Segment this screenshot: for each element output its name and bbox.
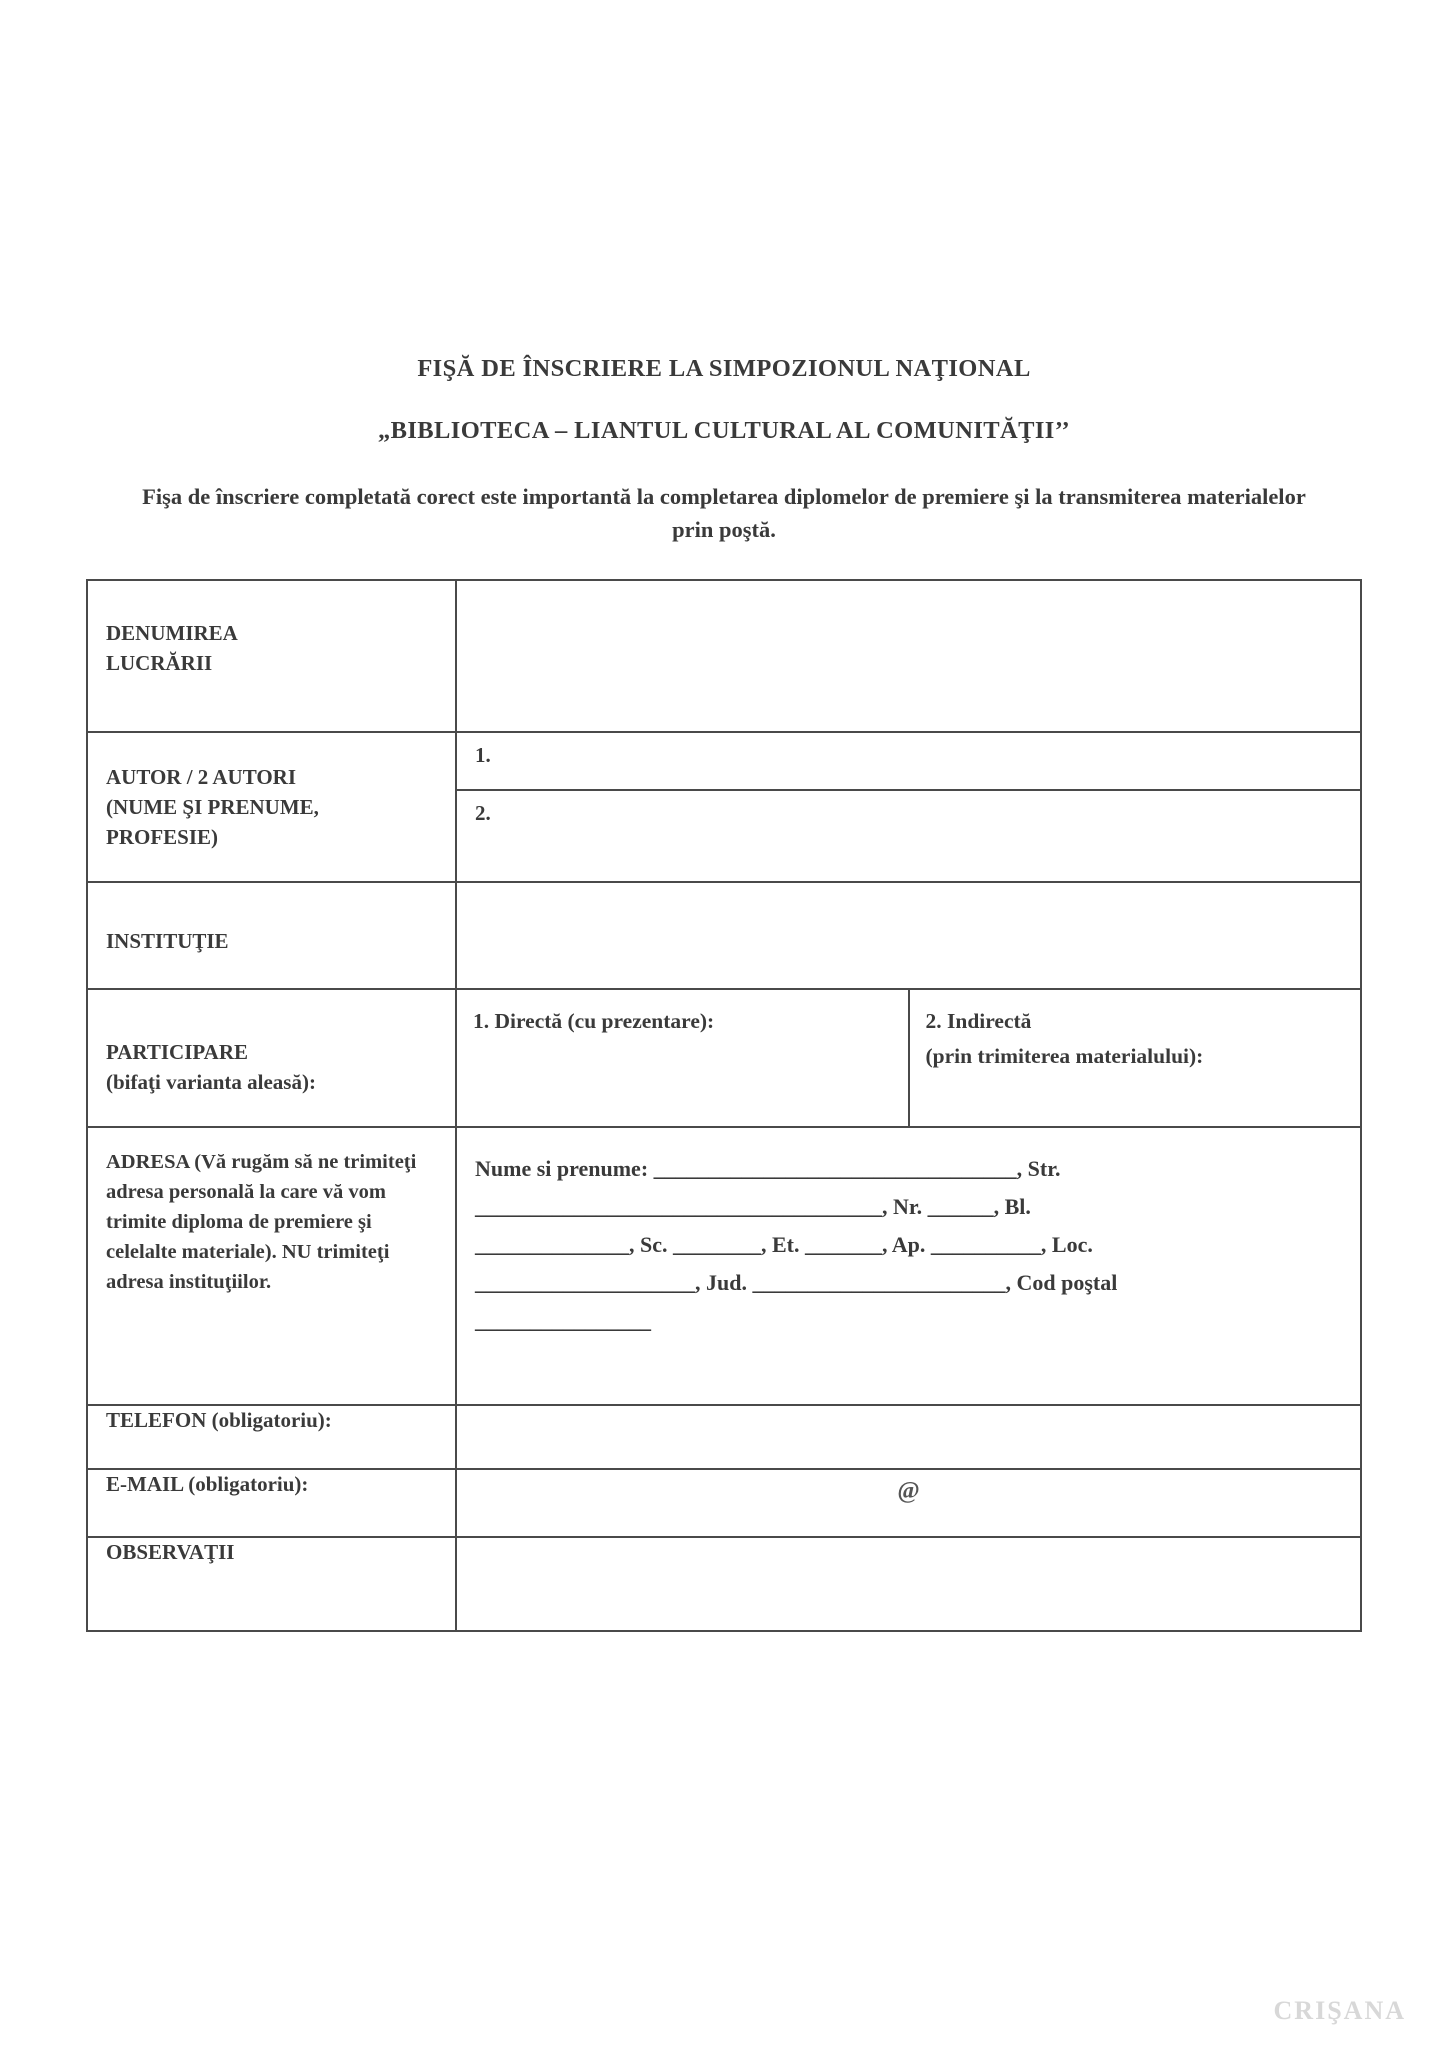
table-row-adresa [87,1127,1361,1405]
autor-1-input-cell[interactable] [456,732,1361,790]
participare-label-line-2: (bifaţi varianta aleasă): [106,1070,316,1095]
table-row-autor-1 [87,732,1361,790]
instructions-text: Fişa de înscriere completată corect este importantă la completarea diplomelor de premiere şi la transmiterea materialelor prin poştă. [142,484,1306,542]
participare-option-2-cell[interactable] [909,989,1362,1127]
institutie-input-cell[interactable] [456,882,1361,989]
table-row-institutie [87,882,1361,989]
autor-label-line-2: (NUME ŞI PRENUME, [106,795,319,820]
institutie-value [457,883,1360,903]
denumire-value [457,581,1360,601]
autor-1-marker: 1. [475,743,491,768]
denumire-input-cell[interactable] [456,580,1361,732]
adresa-input-cell[interactable] [456,1127,1361,1405]
denumire-label-line-2: LUCRĂRII [106,651,213,676]
adresa-line-2: _____________________________________, Nr. ______, Bl. [475,1194,1031,1220]
participare-label-line-1: PARTICIPARE [106,1040,248,1065]
adresa-line-1: Nume si prenume: _________________________________, Str. [475,1156,1061,1182]
adresa-label: ADRESA (Vă rugăm să ne trimiteţi adresa personală la care vă vom trimite diploma de premiere şi celelalte materiale). NU trimiteţi adresa instituţiilor. [106,1151,417,1293]
label-cell-denumire [87,580,456,732]
document-heading [86,355,1362,546]
table-row-observatii [87,1537,1361,1631]
label-cell-autor [87,732,456,882]
table-row-telefon [87,1405,1361,1469]
document-body [86,355,1362,1632]
participare-option-1-cell[interactable] [456,989,909,1127]
autor-label-line-3: PROFESIE) [106,824,219,849]
institutie-label: INSTITUŢIE [106,929,229,954]
adresa-line-5: ________________ [475,1307,651,1333]
autor-label-line-1: AUTOR / 2 AUTORI [106,765,297,790]
telefon-label: TELEFON (obligatoriu): [106,1408,332,1433]
label-cell-observatii [87,1537,456,1631]
label-cell-institutie [87,882,456,989]
table-row-denumire [87,580,1361,732]
email-label: E-MAIL (obligatoriu): [106,1472,309,1497]
telefon-value [457,1406,1360,1426]
participare-option-1-label: 1. Directă (cu prezentare): [473,1009,715,1034]
autor-2-marker: 2. [475,801,491,826]
label-cell-telefon [87,1405,456,1469]
at-symbol-icon: @ [897,1478,920,1505]
email-input-cell[interactable] [456,1469,1361,1537]
observatii-value [457,1538,1360,1558]
adresa-line-4: ____________________, Jud. _______________________, Cod poştal [475,1269,1118,1295]
telefon-input-cell[interactable] [456,1405,1361,1469]
watermark-text: CRIŞANA [1273,1996,1406,2025]
label-cell-adresa [87,1127,456,1405]
table-row-email [87,1469,1361,1537]
adresa-line-3: ______________, Sc. ________, Et. _______, Ap. __________, Loc. [475,1231,1093,1257]
participare-option-2-label-line-2: (prin trimiterea materialului): [925,1043,1204,1068]
label-cell-email [87,1469,456,1537]
label-cell-participare [87,989,456,1127]
denumire-label-line-1: DENUMIREA [106,621,238,646]
page-subtitle-quoted: „BIBLIOTECA – LIANTUL CULTURAL AL COMUNITĂŢII’’ [377,417,1071,444]
table-row-participare [87,989,1361,1127]
autor-2-input-cell[interactable] [456,790,1361,882]
observatii-label: OBSERVAŢII [106,1540,235,1565]
participare-option-2-label-line-1: 2. Indirectă [925,1009,1032,1034]
registration-form-table [86,579,1362,1632]
observatii-input-cell[interactable] [456,1537,1361,1631]
page-title: FIŞĂ DE ÎNSCRIERE LA SIMPOZIONUL NAŢIONAL [417,355,1031,382]
